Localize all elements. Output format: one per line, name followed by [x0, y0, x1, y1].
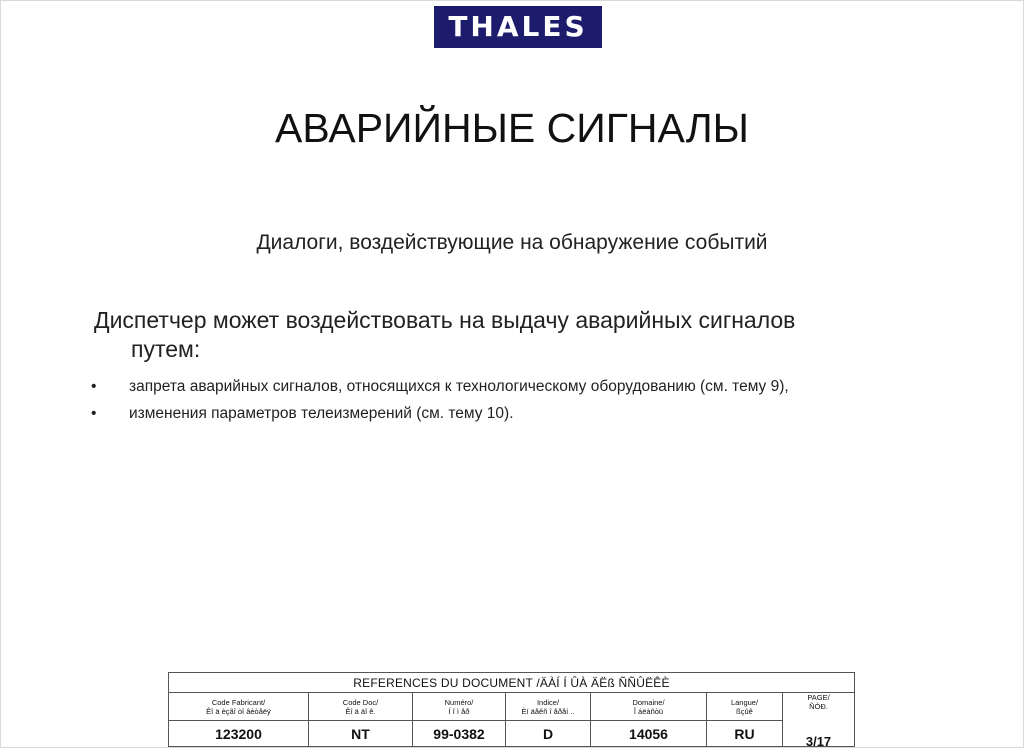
- slide-subtitle: Диалоги, воздействующие на обнаружение событий: [256, 231, 768, 254]
- references-header-row: [169, 673, 855, 693]
- references-value-row: [169, 721, 855, 747]
- ref-label-secondary: ÑÒÐ.: [809, 702, 828, 711]
- ref-value-domaine: 14056: [591, 721, 707, 747]
- bullet-item: [91, 373, 971, 400]
- ref-label-domaine: [591, 693, 707, 721]
- ref-label-secondary: Êî ä èçãî òî âèòåëÿ: [206, 706, 271, 716]
- ref-label-langue: [707, 693, 783, 721]
- ref-label-primary: Code Doc/: [342, 697, 379, 707]
- paragraph-line-1: Диспетчер может воздействовать на выдачу аварийных сигналов: [94, 307, 796, 333]
- bullet-icon: •: [91, 405, 97, 422]
- ref-value-code-doc: NT: [309, 721, 413, 747]
- ref-value-indice: D: [506, 721, 591, 747]
- ref-page-cell: [783, 693, 855, 747]
- ref-label-primary: Code Fabricant/: [211, 697, 266, 707]
- ref-label-secondary: Î áëàñòü: [633, 706, 664, 716]
- ref-value-code-fabricant: 123200: [169, 721, 309, 747]
- ref-value-page: 3/17: [805, 734, 832, 749]
- logo-text: THALES: [448, 10, 588, 43]
- ref-label-primary: Indice/: [536, 697, 560, 707]
- main-paragraph: [94, 306, 954, 364]
- bullet-icon: •: [91, 378, 97, 395]
- ref-label-numero: [413, 693, 506, 721]
- ref-label-code-doc: [309, 693, 413, 721]
- ref-label-secondary: Êî ä äî ê.: [345, 706, 376, 716]
- ref-label-code-fabricant: [169, 693, 309, 721]
- ref-label-secondary: Èí äåêñ î åðåí ..: [521, 706, 575, 716]
- ref-label-secondary: Í î ì åð: [448, 706, 470, 716]
- bullet-text: запрета аварийных сигналов, относящихся к технологическому оборудованию (см. тему 9),: [129, 378, 789, 395]
- ref-label-secondary: ßçûê: [736, 706, 753, 716]
- bullet-item: [91, 400, 971, 427]
- ref-label-primary: PAGE/: [807, 693, 830, 702]
- document-references-table: [168, 672, 855, 747]
- references-label-row: [169, 693, 855, 721]
- ref-label-primary: Langue/: [730, 697, 759, 707]
- bullet-list: [91, 373, 971, 427]
- paragraph-line-2: путем:: [131, 336, 201, 362]
- ref-label-primary: Numéro/: [444, 697, 474, 707]
- thales-logo: [434, 6, 602, 48]
- ref-label-indice: [506, 693, 591, 721]
- ref-value-langue: RU: [707, 721, 783, 747]
- slide-title: АВАРИЙНЫЕ СИГНАЛЫ: [275, 105, 749, 151]
- ref-value-numero: 99-0382: [413, 721, 506, 747]
- references-header: REFERENCES DU DOCUMENT /ÄÀÍ Í ÛÀ ÄËß ÑÑÛËÊÈ: [169, 673, 855, 693]
- ref-label-primary: Domaine/: [632, 697, 665, 707]
- bullet-text: изменения параметров телеизмерений (см. тему 10).: [129, 405, 514, 422]
